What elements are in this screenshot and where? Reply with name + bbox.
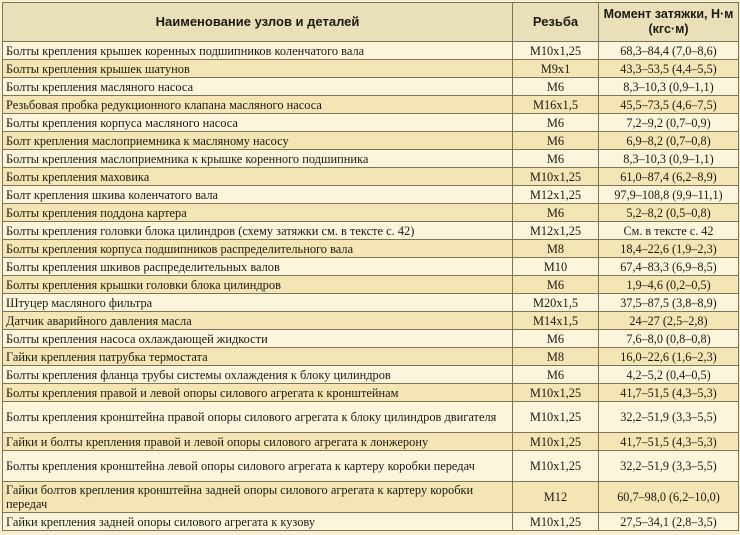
cell-name: Болты крепления крышек коренных подшипников коленчатого вала xyxy=(3,42,513,60)
cell-name: Болты крепления маслоприемника к крышке коренного подшипника xyxy=(3,150,513,168)
cell-torque: 27,5–34,1 (2,8–3,5) xyxy=(599,513,739,531)
cell-thread: M16x1,5 xyxy=(513,96,599,114)
table-row xyxy=(3,451,739,482)
cell-name: Гайки крепления задней опоры силового агрегата к кузову xyxy=(3,513,513,531)
cell-torque: 6,9–8,2 (0,7–0,8) xyxy=(599,132,739,150)
cell-name: Болты крепления поддона картера xyxy=(3,204,513,222)
header-torque xyxy=(599,3,739,42)
cell-torque: 4,2–5,2 (0,4–0,5) xyxy=(599,366,739,384)
cell-name: Болты крепления маховика xyxy=(3,168,513,186)
table-row xyxy=(3,78,739,96)
cell-name: Болты крепления фланца трубы системы охлаждения к блоку цилиндров xyxy=(3,366,513,384)
cell-thread: M10x1,25 xyxy=(513,42,599,60)
table-row xyxy=(3,132,739,150)
table-row xyxy=(3,96,739,114)
cell-torque: 41,7–51,5 (4,3–5,3) xyxy=(599,433,739,451)
cell-name: Резьбовая пробка редукционного клапана масляного насоса xyxy=(3,96,513,114)
cell-torque: 41,7–51,5 (4,3–5,3) xyxy=(599,384,739,402)
cell-name: Гайки и болты крепления правой и левой опоры силового агрегата к лонжерону xyxy=(3,433,513,451)
table-row xyxy=(3,42,739,60)
table-row xyxy=(3,204,739,222)
cell-thread: M6 xyxy=(513,204,599,222)
table-row xyxy=(3,312,739,330)
cell-thread: M20x1,5 xyxy=(513,294,599,312)
header-thread: Резьба xyxy=(513,3,599,42)
table-row xyxy=(3,482,739,513)
table-row xyxy=(3,330,739,348)
table-row xyxy=(3,402,739,433)
table-row xyxy=(3,168,739,186)
cell-name: Штуцер масляного фильтра xyxy=(3,294,513,312)
cell-torque: 18,4–22,6 (1,9–2,3) xyxy=(599,240,739,258)
cell-thread: M6 xyxy=(513,330,599,348)
table-row xyxy=(3,150,739,168)
table-row xyxy=(3,433,739,451)
cell-torque: 37,5–87,5 (3,8–8,9) xyxy=(599,294,739,312)
table-row xyxy=(3,240,739,258)
cell-thread: M10x1,25 xyxy=(513,384,599,402)
cell-name: Болты крепления правой и левой опоры силового агрегата к кронштейнам xyxy=(3,384,513,402)
cell-torque: 1,9–4,6 (0,2–0,5) xyxy=(599,276,739,294)
table-row xyxy=(3,114,739,132)
cell-torque: 43,3–53,5 (4,4–5,5) xyxy=(599,60,739,78)
cell-thread: M12 xyxy=(513,482,599,513)
torque-spec-table xyxy=(2,2,739,531)
cell-name: Болты крепления корпуса масляного насоса xyxy=(3,114,513,132)
table-row xyxy=(3,384,739,402)
cell-torque: 7,6–8,0 (0,8–0,8) xyxy=(599,330,739,348)
cell-name: Болты крепления корпуса подшипников распределительного вала xyxy=(3,240,513,258)
cell-thread: M12x1,25 xyxy=(513,186,599,204)
cell-torque: 67,4–83,3 (6,9–8,5) xyxy=(599,258,739,276)
cell-torque: 5,2–8,2 (0,5–0,8) xyxy=(599,204,739,222)
cell-thread: M10x1,25 xyxy=(513,402,599,433)
cell-thread: M14x1,5 xyxy=(513,312,599,330)
cell-name: Гайки крепления патрубка термостата xyxy=(3,348,513,366)
table-row xyxy=(3,60,739,78)
cell-thread: M9x1 xyxy=(513,60,599,78)
cell-name: Болты крепления головки блока цилиндров (схему затяжки см. в тексте с. 42) xyxy=(3,222,513,240)
cell-thread: M8 xyxy=(513,240,599,258)
header-torque-line1: Момент затяжки, Н·м xyxy=(603,7,734,21)
cell-name: Болты крепления крышек шатунов xyxy=(3,60,513,78)
cell-name: Болт крепления маслоприемника к масляному насосу xyxy=(3,132,513,150)
cell-name: Болт крепления шкива коленчатого вала xyxy=(3,186,513,204)
cell-torque: 97,9–108,8 (9,9–11,1) xyxy=(599,186,739,204)
cell-thread: M6 xyxy=(513,78,599,96)
cell-torque: 16,0–22,6 (1,6–2,3) xyxy=(599,348,739,366)
cell-name: Болты крепления кронштейна правой опоры силового агрегата к блоку цилиндров двигателя xyxy=(3,402,513,433)
cell-torque: 24–27 (2,5–2,8) xyxy=(599,312,739,330)
cell-torque: 60,7–98,0 (6,2–10,0) xyxy=(599,482,739,513)
table-row xyxy=(3,222,739,240)
table-row xyxy=(3,294,739,312)
header-name: Наименование узлов и деталей xyxy=(3,3,513,42)
cell-name: Гайки болтов крепления кронштейна задней опоры силового агрегата к картеру коробки передач xyxy=(3,482,513,513)
table-row xyxy=(3,366,739,384)
cell-thread: M10x1,25 xyxy=(513,451,599,482)
cell-thread: M6 xyxy=(513,366,599,384)
cell-torque: 7,2–9,2 (0,7–0,9) xyxy=(599,114,739,132)
cell-thread: M12x1,25 xyxy=(513,222,599,240)
cell-torque: 61,0–87,4 (6,2–8,9) xyxy=(599,168,739,186)
table-row xyxy=(3,186,739,204)
torque-table-page xyxy=(2,2,738,533)
cell-thread: M6 xyxy=(513,114,599,132)
table-header-row xyxy=(3,3,739,42)
cell-torque: 32,2–51,9 (3,3–5,5) xyxy=(599,402,739,433)
cell-thread: M6 xyxy=(513,150,599,168)
table-body xyxy=(3,42,739,531)
cell-thread: M6 xyxy=(513,132,599,150)
cell-torque: 8,3–10,3 (0,9–1,1) xyxy=(599,150,739,168)
cell-name: Болты крепления масляного насоса xyxy=(3,78,513,96)
header-torque-line2: (кгс·м) xyxy=(648,22,689,36)
cell-thread: M8 xyxy=(513,348,599,366)
table-row xyxy=(3,276,739,294)
cell-name: Болты крепления кронштейна левой опоры силового агрегата к картеру коробки передач xyxy=(3,451,513,482)
cell-thread: M10x1,25 xyxy=(513,433,599,451)
cell-thread: M6 xyxy=(513,276,599,294)
cell-name: Датчик аварийного давления масла xyxy=(3,312,513,330)
cell-torque: 8,3–10,3 (0,9–1,1) xyxy=(599,78,739,96)
cell-thread: M10x1,25 xyxy=(513,168,599,186)
cell-name: Болты крепления крышки головки блока цилиндров xyxy=(3,276,513,294)
table-row xyxy=(3,258,739,276)
cell-torque: 68,3–84,4 (7,0–8,6) xyxy=(599,42,739,60)
cell-torque: 45,5–73,5 (4,6–7,5) xyxy=(599,96,739,114)
table-row xyxy=(3,348,739,366)
cell-thread: M10 xyxy=(513,258,599,276)
cell-torque: См. в тексте с. 42 xyxy=(599,222,739,240)
cell-name: Болты крепления шкивов распределительных валов xyxy=(3,258,513,276)
cell-name: Болты крепления насоса охлаждающей жидкости xyxy=(3,330,513,348)
table-row xyxy=(3,513,739,531)
cell-torque: 32,2–51,9 (3,3–5,5) xyxy=(599,451,739,482)
cell-thread: M10x1,25 xyxy=(513,513,599,531)
